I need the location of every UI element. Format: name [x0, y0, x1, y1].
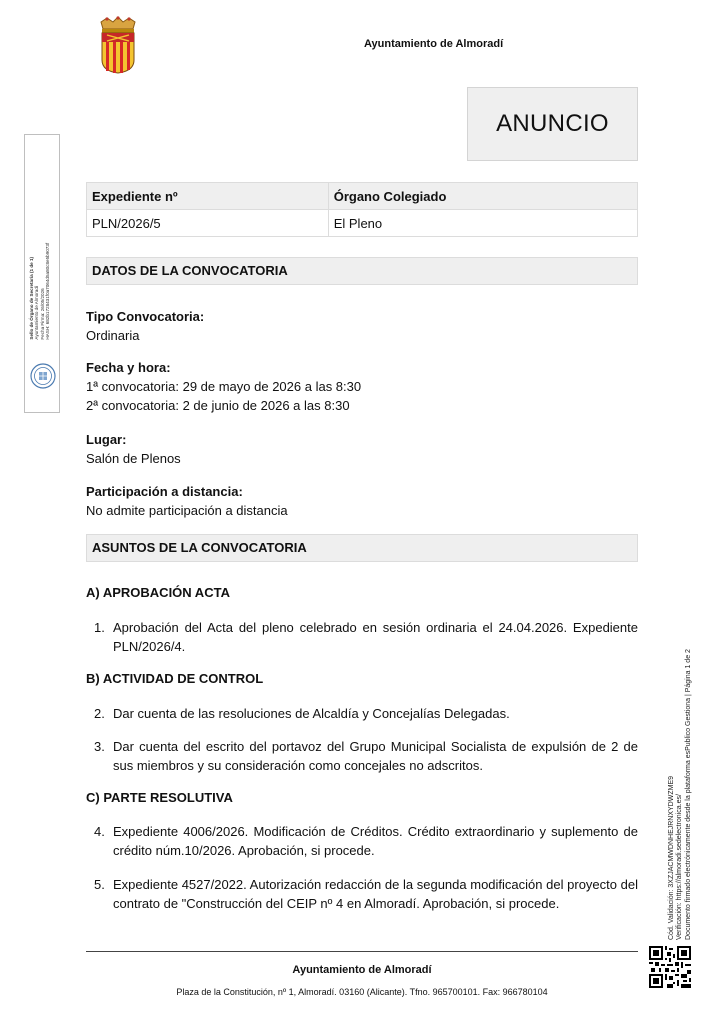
qr-code-icon[interactable]	[649, 946, 691, 988]
stamp-line-3: Fecha Firma: 26/05/2026	[39, 288, 45, 340]
validation-signature-note: Documento firmado electrónicamente desde la plataforma esPublico Gestiona | Página 1 de 2	[684, 649, 692, 940]
participacion-label: Participación a distancia:	[86, 484, 243, 499]
stamp-line-1: Sello de Órgano de Secretaría (1 de 1)	[29, 257, 34, 340]
group-c-title: C) PARTE RESOLUTIVA	[86, 790, 233, 805]
tipo-value: Ordinaria	[86, 328, 140, 343]
participacion-value: No admite participación a distancia	[86, 503, 288, 518]
list-item	[86, 618, 638, 656]
footer-divider	[86, 951, 638, 952]
document-type-box	[467, 87, 638, 161]
fecha-line-1: 1ª convocatoria: 29 de mayo de 2026 a las 8:30	[86, 379, 362, 394]
validation-code: Cód. Validación: 3XZJACMWDNHEJRNXYDWZME9	[668, 775, 675, 940]
item-text: Expediente 4527/2022. Autorización redacción de la segunda modificación del proyecto del contrato de "Construcción del CEIP nº 4 en Almoradí. Aprobación, si procede.	[113, 877, 638, 911]
stamp-text	[29, 210, 51, 340]
item-number: 3.	[94, 739, 105, 754]
item-number: 4.	[94, 824, 105, 839]
datos-section-header: DATOS DE LA CONVOCATORIA	[86, 257, 638, 285]
list-item	[86, 737, 638, 775]
item-text: Expediente 4006/2026. Modificación de Créditos. Crédito extraordinario y suplemento de crédito núm.10/2026. Aprobación, si procede.	[113, 824, 638, 858]
group-a-title: A) APROBACIÓN ACTA	[86, 585, 230, 600]
tipo-label: Tipo Convocatoria:	[86, 309, 205, 324]
item-text: Aprobación del Acta del pleno celebrado en sesión ordinaria el 24.04.2026. Expediente PLN/2026/4.	[113, 620, 638, 654]
lugar-value: Salón de Plenos	[86, 451, 181, 466]
list-item	[86, 875, 638, 913]
lugar-field	[86, 430, 181, 468]
footer-address: Plaza de la Constitución, nº 1, Almoradí. 03160 (Alicante). Tfno. 965700101. Fax: 966780104	[176, 987, 548, 997]
expediente-value: PLN/2026/5	[87, 210, 329, 237]
organo-value: El Pleno	[328, 210, 637, 237]
expediente-header: Expediente nº	[87, 183, 329, 210]
asuntos-section-header: ASUNTOS DE LA CONVOCATORIA	[86, 534, 638, 562]
stamp-line-2: Ayuntamiento de Almoradí	[34, 286, 40, 340]
fecha-label: Fecha y hora:	[86, 360, 171, 375]
group-b-title: B) ACTIVIDAD DE CONTROL	[86, 671, 264, 686]
municipal-crest-logo	[97, 16, 139, 74]
expediente-table	[86, 182, 638, 237]
item-text: Dar cuenta de las resoluciones de Alcaldía y Concejalías Delegadas.	[113, 706, 510, 721]
fecha-line-2: 2ª convocatoria: 2 de junio de 2026 a las 8:30	[86, 398, 350, 413]
list-item	[86, 704, 638, 723]
participacion-field	[86, 482, 288, 520]
header-organization: Ayuntamiento de Almoradí	[364, 38, 504, 50]
organo-header: Órgano Colegiado	[328, 183, 637, 210]
validation-text	[668, 640, 693, 940]
validation-url: Verificación: https://almoradi.sedelectronica.es/	[676, 794, 684, 940]
fecha-field	[86, 358, 361, 415]
official-seal-icon	[30, 363, 56, 389]
document-type-label: ANUNCIO	[496, 110, 609, 137]
signature-stamp	[24, 134, 60, 413]
tipo-field	[86, 307, 204, 345]
stamp-line-4: HASH: 682b1728431f0a7064d5a80c8e5b9073f	[45, 243, 51, 340]
item-number: 5.	[94, 877, 105, 892]
item-number: 1.	[94, 620, 105, 635]
lugar-label: Lugar:	[86, 432, 127, 447]
list-item	[86, 822, 638, 860]
item-number: 2.	[94, 706, 105, 721]
footer-organization: Ayuntamiento de Almoradí	[292, 964, 432, 976]
item-text: Dar cuenta del escrito del portavoz del Grupo Municipal Socialista de expulsión de 2 de sus miembros y su consideración como concejales no adscritos.	[113, 739, 638, 773]
